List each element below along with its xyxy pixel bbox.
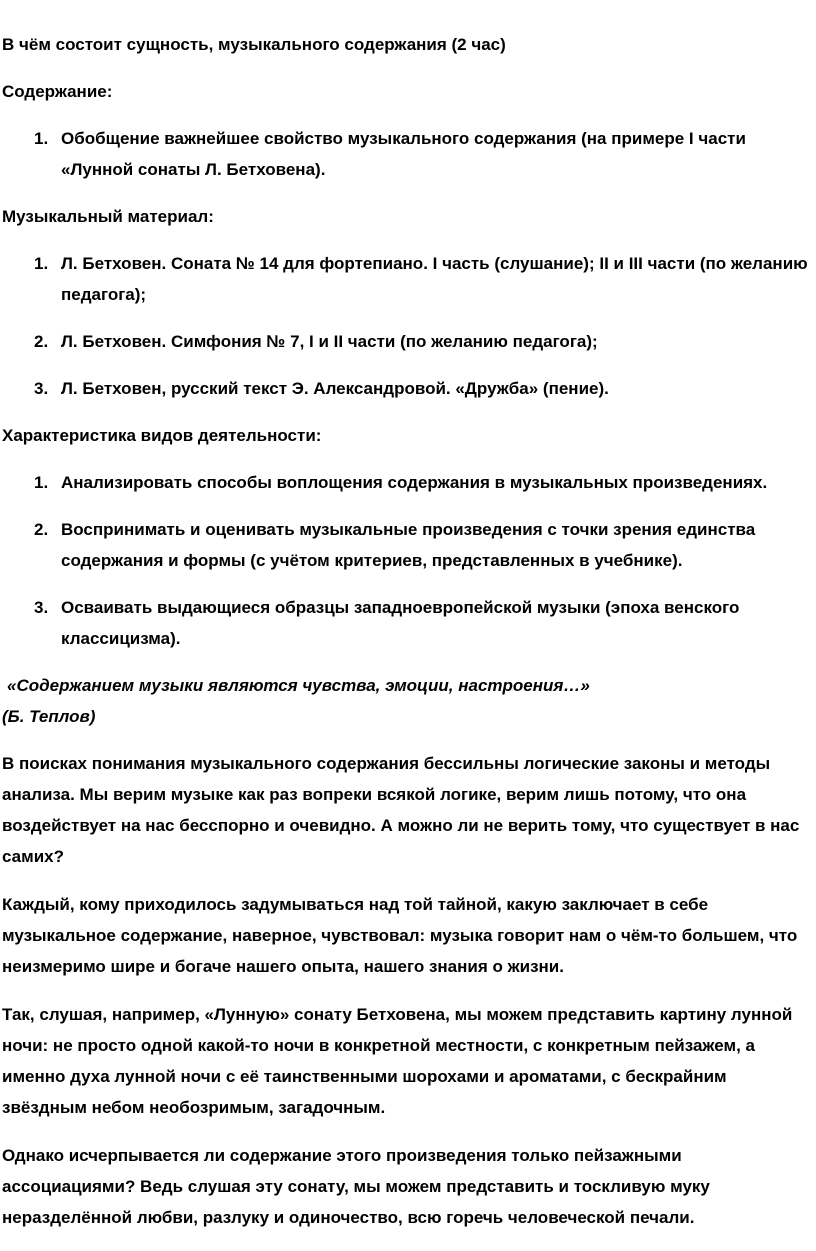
body-paragraph: Каждый, кому приходилось задумываться над той тайной, какую заключает в себе музыкальное содержание, наверное, чувствовал: музыка говорит нам о чём-то большем, что неизмеримо шире и богаче нашего опыта, нашего знания о жизни.: [2, 895, 798, 976]
list-number: 3.: [34, 379, 49, 398]
list-item: [2, 326, 812, 357]
quote-author: (Б. Теплов): [2, 707, 96, 726]
content-list: [2, 123, 812, 185]
document-title: В чём состоит сущность, музыкального содержания (2 час): [2, 35, 506, 54]
activities-heading: Характеристика видов деятельности:: [2, 426, 322, 445]
list-number: 1.: [34, 473, 49, 492]
list-item-text: Анализировать способы воплощения содержания в музыкальных произведениях.: [61, 473, 768, 492]
list-item: [2, 592, 812, 654]
list-number: 3.: [34, 598, 49, 617]
list-item: [2, 123, 812, 185]
list-item: [2, 373, 812, 404]
list-item: [2, 514, 812, 576]
list-number: 2.: [34, 520, 49, 539]
list-number: 2.: [34, 332, 49, 351]
epigraph-quote: [2, 670, 812, 732]
activities-list: [2, 467, 812, 654]
list-number: 1.: [34, 254, 49, 273]
quote-text: «Содержанием музыки являются чувства, эмоции, настроения…»: [7, 676, 590, 695]
list-item-text: Воспринимать и оценивать музыкальные произведения с точки зрения единства содержания и формы (с учётом критериев, представленных в учебнике).: [61, 520, 756, 570]
list-item-text: Л. Бетховен, русский текст Э. Александровой. «Дружба» (пение).: [61, 379, 609, 398]
list-item-text: Обобщение важнейшее свойство музыкального содержания (на примере I части «Лунной сонаты Л. Бетховена).: [61, 129, 746, 179]
body-paragraph: Так, слушая, например, «Лунную» сонату Бетховена, мы можем представить картину лунной ночи: не просто одной какой-то ночи в конкретной местности, с конкретным пейзажем, а именно духа лунной ночи с её таинственными шорохами и ароматами, с бескрайним звёздным небом необозримым, загадочным.: [2, 1005, 793, 1117]
material-list: [2, 248, 812, 404]
body-paragraph: В поисках понимания музыкального содержания бессильны логические законы и методы анализа. Мы верим музыке как раз вопреки всякой логике, верим лишь потому, что она воздействует на нас бесспорно и очевидно. А можно ли не верить тому, что существует в нас самих?: [2, 754, 800, 866]
list-item-text: Л. Бетховен. Симфония № 7, I и II части (по желанию педагога);: [61, 332, 598, 351]
list-number: 1.: [34, 129, 49, 148]
list-item: [2, 467, 812, 498]
body-paragraph: Однако исчерпывается ли содержание этого произведения только пейзажными ассоциациями? Ведь слушая эту сонату, мы можем представить и тоскливую муку неразделённой любви, разлуку и одиночество, всю горечь человеческой печали.: [2, 1146, 710, 1227]
material-heading: Музыкальный материал:: [2, 207, 214, 226]
list-item-text: Осваивать выдающиеся образцы западноевропейской музыки (эпоха венского классицизма).: [61, 598, 740, 648]
list-item: [2, 248, 812, 310]
list-item-text: Л. Бетховен. Соната № 14 для фортепиано. I часть (слушание); II и III части (по желанию педагога);: [61, 254, 808, 304]
content-heading: Содержание:: [2, 82, 113, 101]
